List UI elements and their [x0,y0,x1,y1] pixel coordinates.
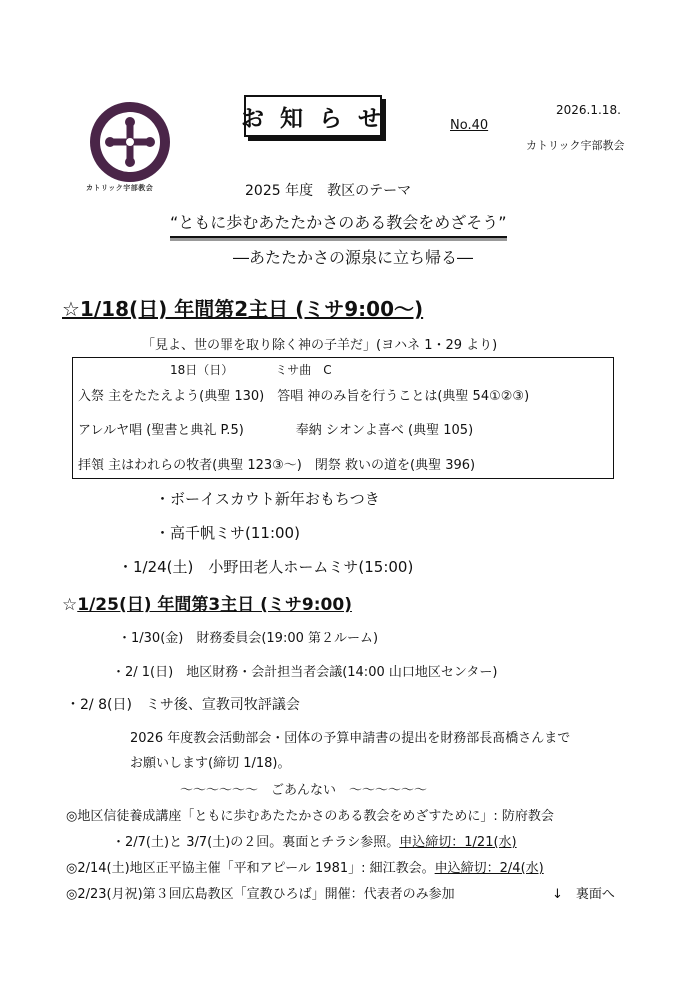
mass-row: 拝領 主はわれらの牧者(典聖 123③～) 閉祭 救いの道を(典聖 396) [78,458,476,473]
church-logo [88,100,172,184]
sunday1-heading: ☆1/18(日) 年間第2主日 (ミサ9:00～) [62,297,424,321]
church-name: カトリック宇部教会 [526,139,625,152]
deadline: 申込締切：1/21(水) [399,835,517,850]
theme-sub: ―あたたかさの源泉に立ち帰る― [233,248,474,267]
issue-date: 2026.1.18. [556,103,621,117]
sunday2-heading [62,590,352,615]
event-item: ・1/24(土) 小野田老人ホームミサ(15:00) [118,558,414,576]
theme-year-line: 2025 年度 教区のテーマ [245,183,412,199]
gospel-quote: 「見よ、世の罪を取り除く神の子羊だ」(ヨハネ 1・29 より) [142,338,498,353]
budget-notice-line1: 2026 年度教会活動部会・団体の予算申請書の提出を財務部長髙橋さんまで [130,731,571,746]
mass-row: 入祭 主をたたえよう(典聖 130) 答唱 神のみ旨を行うことは(典聖 54①②③) [78,389,530,404]
event-item: ・2/ 8(日) ミサ後、宣教司牧評議会 [66,697,300,713]
see-reverse-note: ↓ 裏面へ [552,887,615,902]
star-icon: ☆ [62,595,78,615]
issue-number: No.40 [450,118,489,133]
announcements-heading: ～～～～～～ ごあんない ～～～～～～ [180,783,428,798]
deadline: 申込締切：2/4(水) [434,861,544,876]
theme-main: “ともに歩むあたたかさのある教会をめざそう” [170,210,507,238]
announcement-item [112,831,517,850]
budget-notice-line2: お願いします(締切 1/18)。 [130,756,291,771]
sunday2-heading-text: 1/25(日) 年間第3主日 (ミサ9:00) [77,595,352,615]
logo-caption: カトリック宇部教会 [86,184,154,192]
event-item: ・ボーイスカウト新年おもちつき [155,490,380,508]
event-item: ・2/ 1(日) 地区財務・会計担当者会議(14:00 山口地区センター) [112,665,498,680]
announcement-item: ◎地区信徒養成講座「ともに歩むあたたかさのある教会をめざすために」: 防府教会 [66,809,554,824]
mass-music-header: 18日（日） ミサ曲 C [170,363,332,377]
announcement-item: ◎2/23(月祝)第３回広島教区「宣教ひろば」開催：代表者のみ参加 [66,887,455,902]
page-title: お 知 ら せ [244,95,382,137]
mass-row: アレルヤ唱 (聖書と典礼 P.5) 奉納 シオンよ喜べ (典聖 105) [78,423,474,438]
announcement-text: ◎2/14(土)地区正平協主催「平和アピール 1981」: 細江教会。 [66,861,435,876]
event-item: ・1/30(金) 財務委員会(19:00 第２ルーム) [118,631,379,646]
event-item: ・高千帆ミサ(11:00) [155,524,300,542]
announcement-item [66,857,544,876]
announcement-text: ・2/7(土)と 3/7(土)の２回。裏面とチラシ参照。 [112,835,400,850]
